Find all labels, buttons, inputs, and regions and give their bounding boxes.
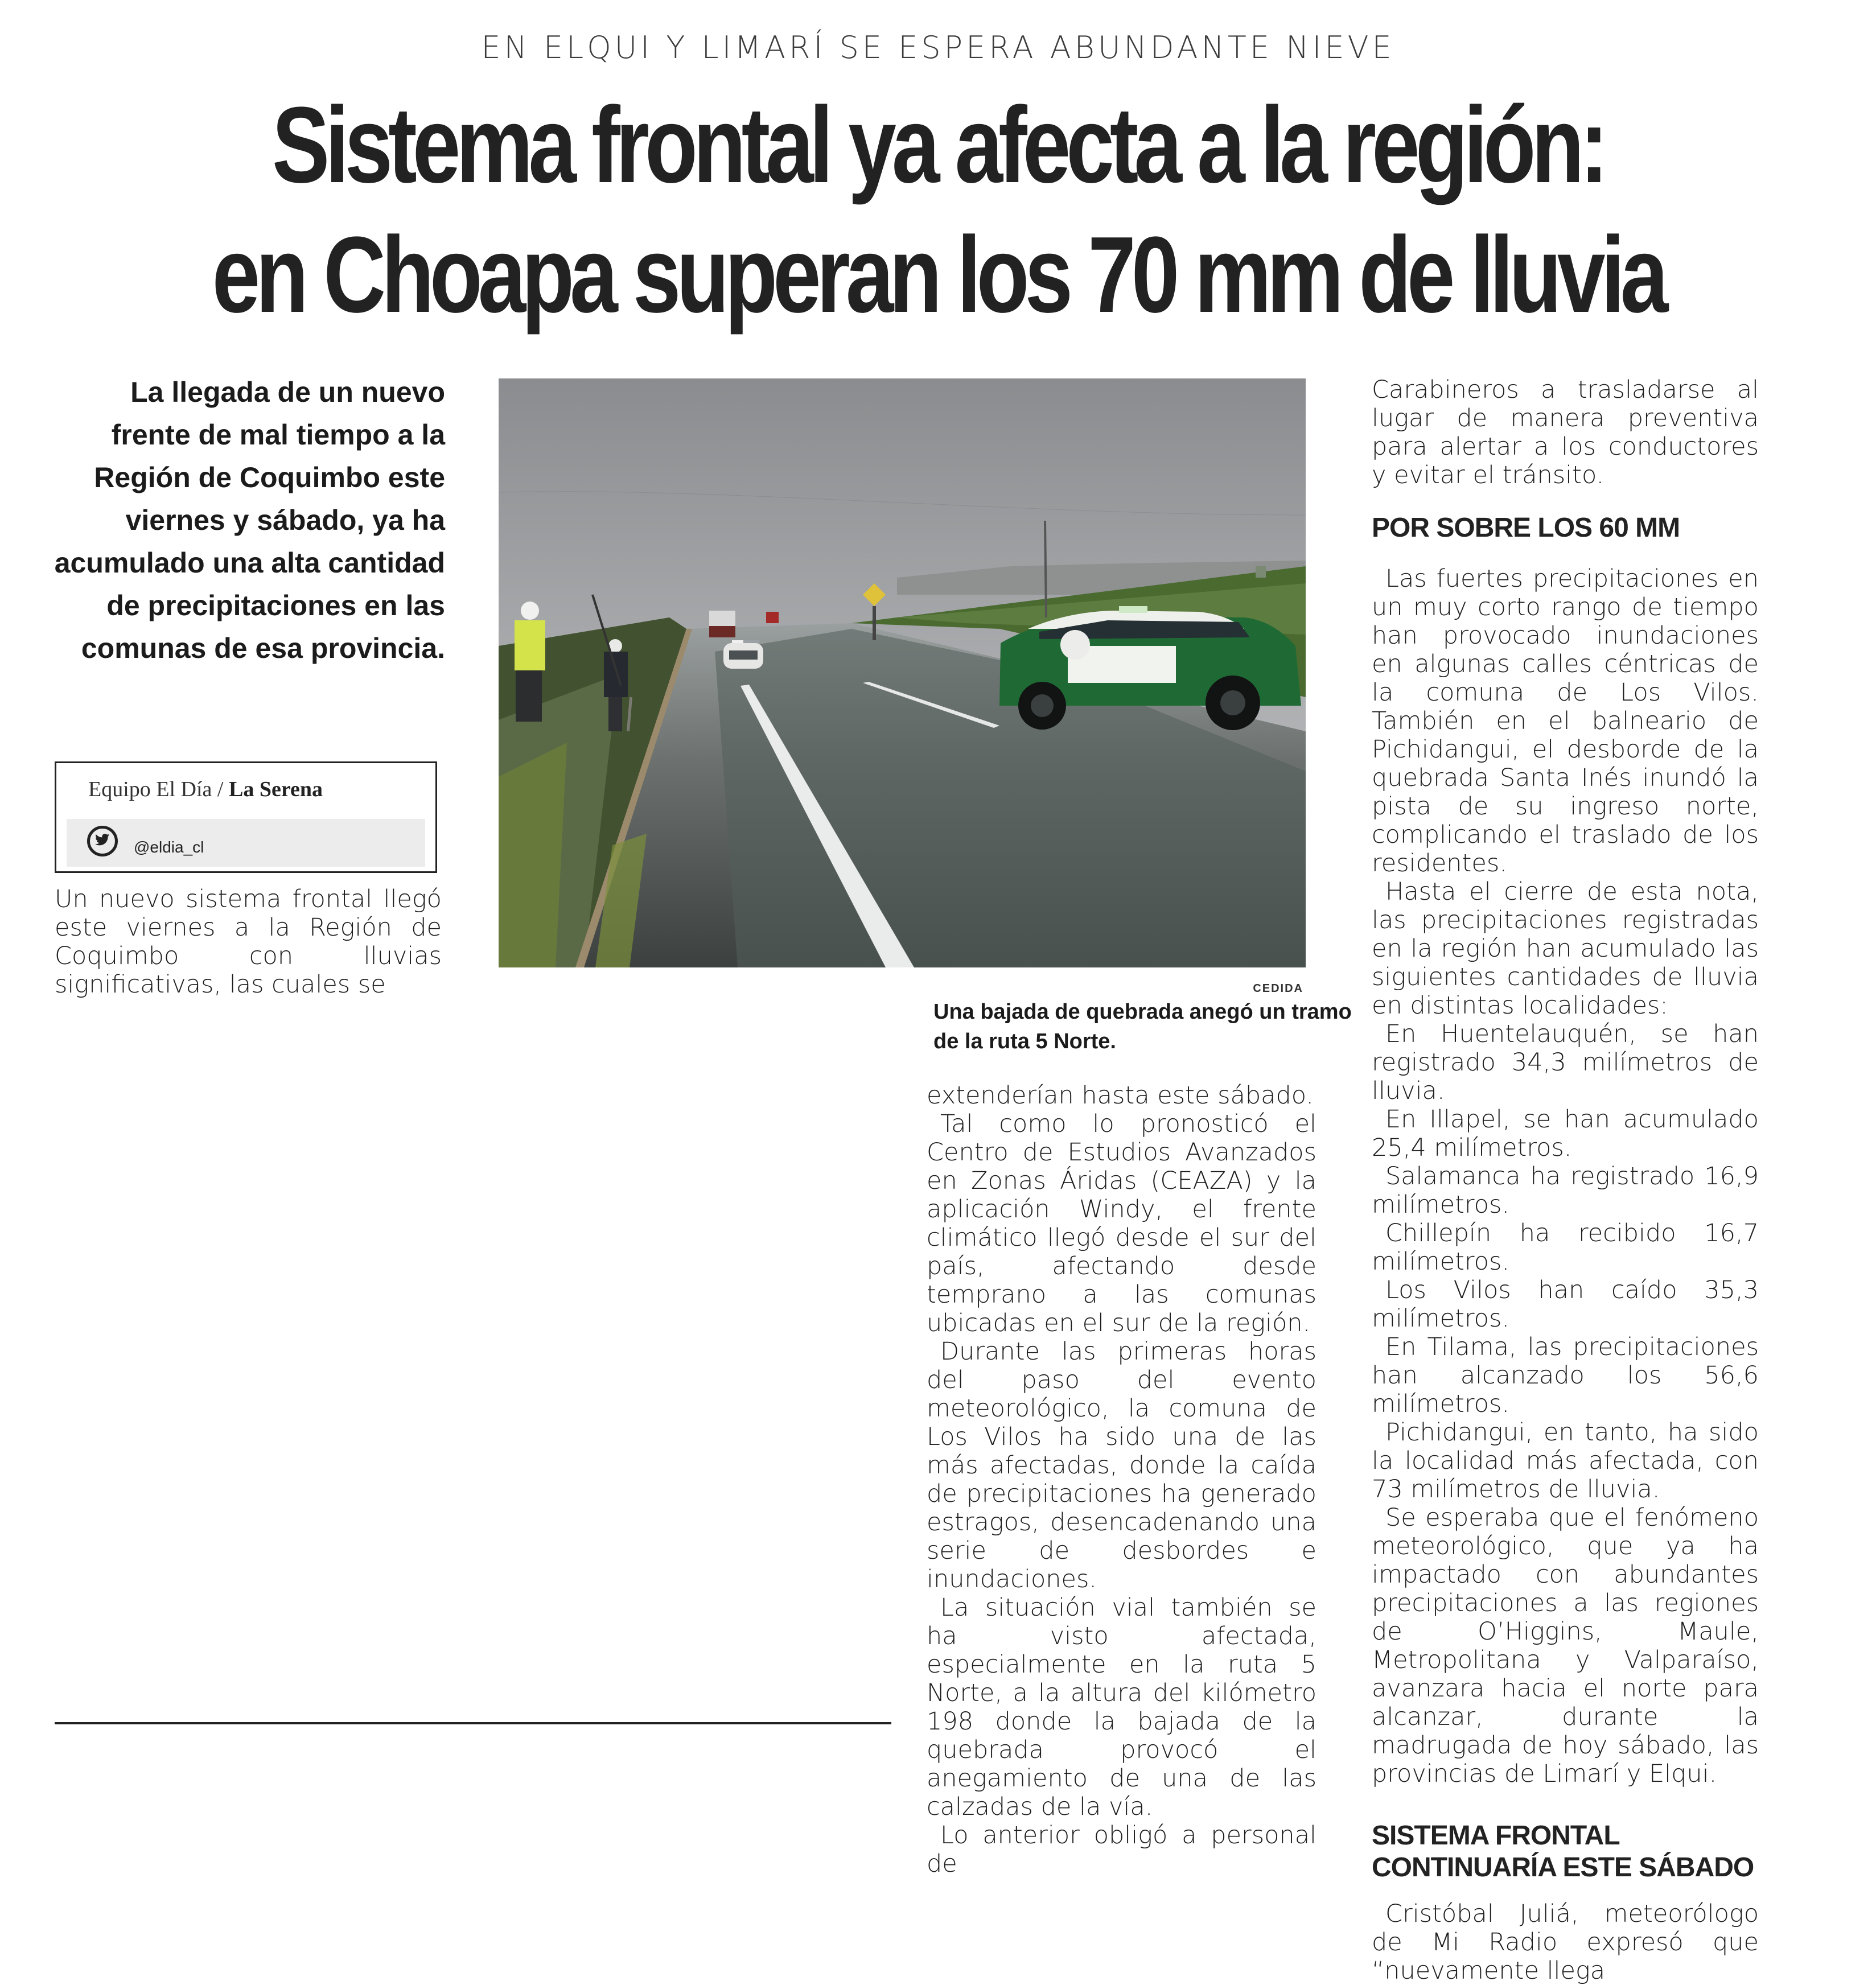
subhead: SISTEMA FRONTAL CONTINUARÍA ESTE SÁBADO — [1372, 1821, 1754, 1883]
paragraph: Lo anterior obligó a personal de — [927, 1821, 1317, 1878]
paragraph: Salamanca ha registrado 16,9 milímetros. — [1372, 1162, 1759, 1219]
lede — [52, 371, 445, 670]
lede-line: de precipitaciones en las — [106, 590, 445, 621]
column-1 — [55, 885, 442, 999]
paragraph: extenderían hasta este sábado. — [927, 1081, 1314, 1110]
byline-author: Equipo El Día — [88, 777, 212, 801]
column-2 — [927, 1081, 1317, 1878]
lede-line: frente de mal tiempo a la — [111, 419, 445, 451]
paragraph: Tal como lo pronosticó el Centro de Estudios Avanzados en Zonas Áridas (CEAZA) y la aplicación Windy, el frente climático llegó desde el sur del país, afectando desde temprano a las comunas ubicadas en el sur de la región. — [927, 1110, 1317, 1337]
paragraph: En Tilama, las precipitaciones han alcanzado los 56,6 milímetros. — [1372, 1333, 1759, 1418]
paragraph: Durante las primeras horas del paso del evento meteorológico, la comuna de Los Vilos ha sido una de las más afectadas, donde la caída de precipitaciones ha generado estragos, desencadenando una serie de desbordes e inundaciones. — [927, 1337, 1317, 1593]
caption-line: Una bajada de quebrada anegó un tramo — [933, 1000, 1352, 1024]
paragraph: Las fuertes precipitaciones en un muy corto rango de tiempo han provocado inundaciones en algunas calles céntricas de la comuna de Los Vilos. También en el balneario de Pichidangui, el desborde de la quebrada Santa Inés inundó la pista de su ingreso norte, complicando el traslado de los residentes. — [1372, 565, 1759, 878]
byline-separator: / — [217, 777, 224, 801]
paragraph: La situación vial también se ha visto afectada, especialmente en la ruta 5 Norte, a la altura del kilómetro 198 donde la bajada de la quebrada provocó el anegamiento de una de las calzadas de la vía. — [927, 1593, 1317, 1821]
flooded-road-photo — [499, 378, 1306, 967]
paragraph: Un nuevo sistema frontal llegó este viernes a la Región de Coquimbo con lluvias significativas, las cuales se — [55, 885, 442, 999]
paragraph: En Huentelauquén, se han registrado 34,3 milímetros de lluvia. — [1372, 1020, 1759, 1105]
byline-box — [55, 761, 437, 873]
column-3 — [1372, 376, 1759, 1985]
paragraph: En Illapel, se han acumulado 25,4 milímetros. — [1372, 1105, 1759, 1162]
paragraph: Carabineros a trasladarse al lugar de manera preventiva para alertar a los conductores y evitar el tránsito. — [1372, 376, 1759, 489]
lede-line: La llegada de un nuevo — [130, 376, 445, 408]
paragraph: Pichidangui, en tanto, ha sido la localidad más afectada, con 73 milímetros de lluvia. — [1372, 1418, 1759, 1504]
byline-location: La Serena — [228, 777, 323, 801]
headline-line-2: en Choapa superan los 70 mm de lluvia — [212, 215, 1664, 335]
paragraph: Chillepín ha recibido 16,7 milímetros. — [1372, 1219, 1759, 1276]
photo-caption — [933, 997, 1352, 1056]
divider — [55, 1722, 891, 1724]
paragraph: Cristóbal Juliá, meteorólogo de Mi Radio expresó que “nuevamente llega — [1372, 1900, 1759, 1985]
photo-credit: CEDIDA — [1253, 982, 1303, 995]
caption-line: de la ruta 5 Norte. — [933, 1029, 1116, 1053]
social-bar — [67, 819, 425, 867]
lede-line: viernes y sábado, ya ha — [125, 504, 445, 536]
kicker: EN ELQUI Y LIMARÍ SE ESPERA ABUNDANTE NIEVE — [481, 30, 1395, 65]
paragraph: Los Vilos han caído 35,3 milímetros. — [1372, 1276, 1759, 1333]
paragraph: Se esperaba que el fenómeno meteorológico, que ya ha impactado con abundantes precipitaciones a las regiones de O’Higgins, Maule, Metropolitana y Valparaíso, avanzara hacia el norte para alcanzar, durante la madrugada de hoy sábado, las provincias de Limarí y Elqui. — [1372, 1504, 1759, 1788]
byline — [88, 777, 323, 802]
social-handle[interactable]: @eldia_cl — [134, 838, 204, 856]
lede-line: comunas de esa provincia. — [81, 632, 445, 664]
lede-line: Región de Coquimbo este — [94, 462, 445, 493]
lede-line: acumulado una alta cantidad — [54, 547, 445, 579]
headline-line-1: Sistema frontal ya afecta a la región: — [271, 85, 1605, 205]
twitter-icon — [87, 826, 118, 856]
subhead: POR SOBRE LOS 60 MM — [1372, 513, 1680, 543]
paragraph: Hasta el cierre de esta nota, las precipitaciones registradas en la región han acumulado las siguientes cantidades de lluvia en distintas localidades: — [1372, 878, 1759, 1020]
news-photo — [499, 378, 1306, 967]
